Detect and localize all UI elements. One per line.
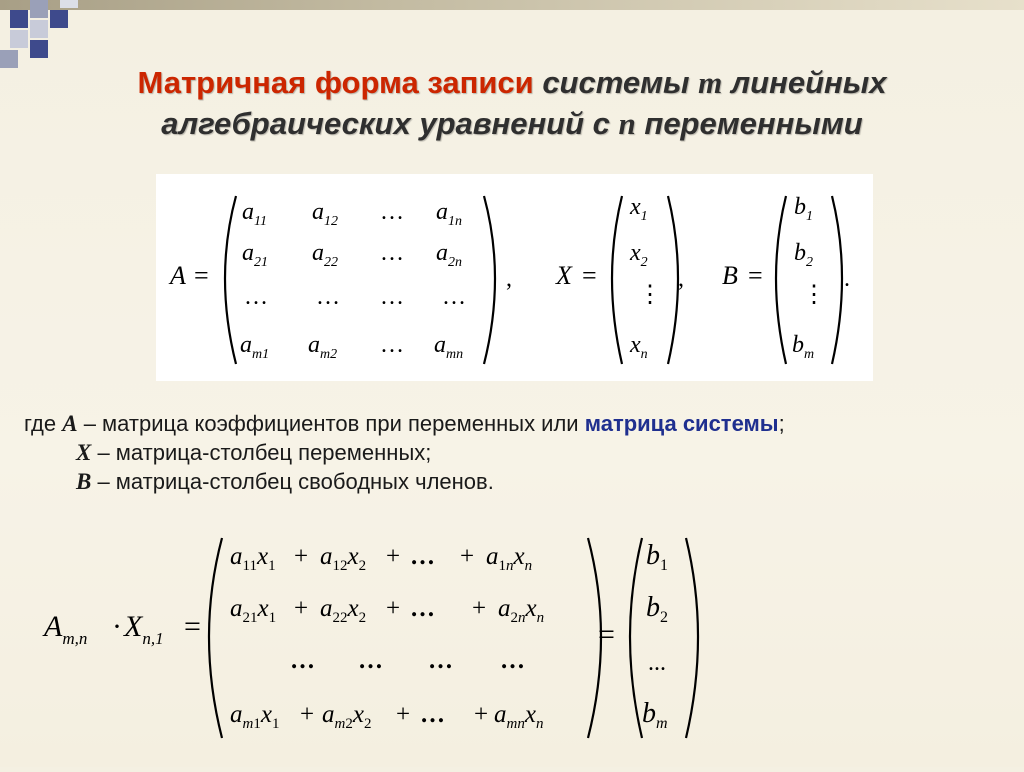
bracket-right-A (484, 196, 495, 364)
svg-text:b2: $b_2$ (646, 592, 668, 626)
svg-text:a1n: $a_{1n}$ (436, 199, 462, 229)
legend-sym-X: X (76, 440, 92, 465)
bracket-left-A (225, 196, 236, 364)
svg-text:·: · (112, 610, 122, 643)
svg-text:am1: $a_{m1}$ (240, 332, 270, 362)
svg-text:x1: $x_1$ (630, 194, 648, 224)
bracket-left-B (776, 196, 786, 364)
legend-row-X: X – матрица-столбец переменных; (76, 440, 432, 465)
label-X: X (556, 261, 572, 290)
slide-title (0, 62, 1024, 144)
svg-text:.: . (844, 266, 850, 292)
product-equation (0, 520, 1024, 767)
title-part3: линейных (722, 65, 887, 100)
svg-text:amn: $a_{mn}$ (434, 332, 464, 362)
svg-text:b2: $b_2$ (794, 240, 813, 270)
svg-text:=: = (194, 261, 209, 290)
matrix-B-entries (792, 194, 826, 362)
bracket-right-X (668, 196, 678, 364)
title-var-m: m (698, 65, 723, 100)
svg-text:xn: $x_n$ (630, 332, 648, 362)
legend-highlight: матрица системы (584, 411, 779, 436)
svg-text:…: … (442, 284, 466, 310)
product-equation-svg (0, 520, 1024, 767)
svg-text:⋮: ⋮ (638, 282, 662, 308)
title-red-part: Матричная форма записи (137, 65, 534, 100)
svg-text:x2: $x_2$ (630, 240, 648, 270)
label-A: A (170, 261, 186, 290)
svg-text:=: = (582, 261, 597, 290)
svg-text:,: , (506, 266, 512, 292)
svg-text:⋮: ⋮ (802, 282, 826, 308)
title-part2: системы (533, 65, 699, 100)
svg-text:a12: $a_{12}$ (312, 199, 338, 229)
svg-text:...: ... (648, 650, 666, 676)
legend-sym-B: B (76, 469, 92, 494)
svg-text:b1: $b_1$ (794, 194, 813, 224)
svg-text:a2n: $a_{2n}$ (436, 240, 462, 270)
svg-text:…………: … … … … (290, 647, 525, 674)
svg-text:,: , (678, 266, 684, 292)
matrix-A-entries (240, 199, 466, 362)
svg-text:…: … (380, 332, 404, 358)
bracket-right-B (832, 196, 842, 364)
matrix-definitions (156, 174, 873, 381)
legend-sym-A: A (62, 411, 78, 436)
svg-text:…: … (380, 284, 404, 310)
svg-text:a11: $a_{11}$ (242, 199, 267, 229)
svg-text:bm: $b_m$ (792, 332, 815, 362)
svg-text:a22: $a_{22}$ (312, 240, 338, 270)
svg-text:a21x1 + a22x2: $a_{21}x_1$ + $a_{22}x_2$ + … + $a_{2n}x_n$ (230, 595, 545, 626)
svg-text:Am,n: $A_{m,n}$ (44, 610, 88, 648)
svg-text:Xn,1: $X_{n,1}$ (124, 610, 164, 648)
svg-text:a11x1 + a12x2: $a_{11}x_1$ + $a_{12}x_2$ + … + $a_{1n}x_n$ (230, 543, 533, 574)
matrix-X-entries (629, 194, 662, 362)
legend-row-A: где A – матрица коэффициентов при переменных или матрица системы; (24, 411, 785, 436)
svg-text:=: = (184, 610, 201, 643)
svg-text:a21: $a_{21}$ (242, 240, 268, 270)
svg-text:…: … (316, 284, 340, 310)
top-band (0, 0, 1024, 10)
bracket-left-X (612, 196, 622, 364)
svg-text:…: … (380, 240, 404, 266)
title-line2-part2: переменными (635, 106, 863, 141)
svg-text:b1: $b_1$ (646, 540, 668, 574)
svg-text:=: = (748, 261, 763, 290)
svg-text:am1x1 + am2x2: $a_{m1}x_1$ + $a_{m2}x_2$ + … + $a_{mn}x_n$ (230, 701, 544, 732)
svg-text:…: … (244, 284, 268, 310)
matrix-definitions-svg (156, 174, 873, 381)
svg-text:=: = (598, 618, 615, 651)
title-var-n: n (618, 106, 636, 141)
svg-text:bm: $b_m$ (642, 698, 668, 732)
legend-row-B: B – матрица-столбец свободных членов. (76, 469, 494, 494)
title-line2-part1: алгебраических уравнений с (161, 106, 619, 141)
label-B: B (722, 261, 738, 290)
legend (24, 409, 785, 496)
svg-text:am2: $a_{m2}$ (308, 332, 338, 362)
svg-text:…: … (380, 199, 404, 225)
